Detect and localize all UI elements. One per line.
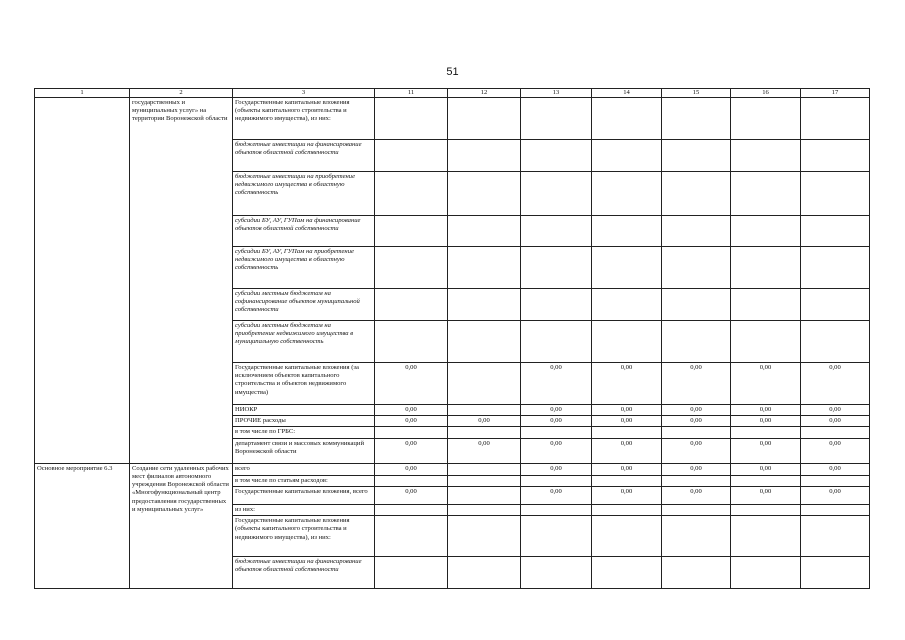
value-cell — [448, 172, 521, 216]
value-cell — [375, 516, 448, 557]
value-cell: 0,00 — [731, 463, 801, 475]
value-cell — [375, 289, 448, 321]
value-cell — [731, 216, 801, 247]
value-cell: 0,00 — [375, 438, 448, 463]
value-cell — [448, 216, 521, 247]
value-cell — [731, 321, 801, 363]
value-cell: 0,00 — [521, 363, 592, 405]
value-cell — [448, 247, 521, 289]
value-cell: 0,00 — [662, 438, 731, 463]
value-cell — [375, 427, 448, 438]
value-cell — [801, 516, 870, 557]
row-label: из них: — [233, 504, 375, 515]
value-cell: 0,00 — [662, 486, 731, 504]
row-label: в том числе по статьям расходов: — [233, 475, 375, 486]
value-cell — [662, 172, 731, 216]
value-cell — [375, 140, 448, 172]
value-cell — [731, 504, 801, 515]
value-cell — [662, 289, 731, 321]
value-cell — [448, 427, 521, 438]
column-header-row — [35, 89, 870, 98]
value-cell: 0,00 — [592, 463, 662, 475]
value-cell — [801, 475, 870, 486]
row-label: субсидии БУ, АУ, ГУПам на приобретение недвижимого имущества в областную собственность — [233, 247, 375, 289]
value-cell — [592, 216, 662, 247]
page-number: 51 — [446, 66, 459, 78]
value-cell — [801, 289, 870, 321]
value-cell: 0,00 — [375, 486, 448, 504]
value-cell — [731, 427, 801, 438]
col-header: 15 — [662, 89, 731, 98]
budget-table — [34, 88, 870, 589]
value-cell — [801, 98, 870, 140]
col-header: 14 — [592, 89, 662, 98]
value-cell: 0,00 — [375, 363, 448, 405]
value-cell — [521, 516, 592, 557]
value-cell — [731, 475, 801, 486]
row-label: субсидии местным бюджетам на софинансирование объектов муниципальной собственности — [233, 289, 375, 321]
value-cell — [592, 504, 662, 515]
value-cell: 0,00 — [801, 438, 870, 463]
row-label: субсидии БУ, АУ, ГУПам на финансирование объектов областной собственности — [233, 216, 375, 247]
value-cell — [592, 557, 662, 589]
col-header: 2 — [130, 89, 233, 98]
value-cell — [521, 427, 592, 438]
col-header: 1 — [35, 89, 130, 98]
value-cell — [448, 475, 521, 486]
value-cell — [592, 516, 662, 557]
row-label: Государственные капитальные вложения (объекты капитального строительства и недвижимого имущества), из них: — [233, 516, 375, 557]
value-cell — [662, 504, 731, 515]
value-cell — [731, 140, 801, 172]
value-cell — [731, 289, 801, 321]
measure-name-cell: государственных и муниципальных услуг» на территории Воронежской области — [130, 98, 233, 464]
value-cell: 0,00 — [592, 416, 662, 427]
value-cell — [592, 289, 662, 321]
value-cell — [521, 289, 592, 321]
value-cell: 0,00 — [592, 486, 662, 504]
value-cell — [662, 247, 731, 289]
value-cell — [448, 504, 521, 515]
value-cell: 0,00 — [375, 416, 448, 427]
value-cell — [662, 427, 731, 438]
value-cell — [662, 321, 731, 363]
value-cell: 0,00 — [521, 438, 592, 463]
value-cell: 0,00 — [731, 438, 801, 463]
row-label: всего — [233, 463, 375, 475]
value-cell — [448, 98, 521, 140]
value-cell — [731, 247, 801, 289]
value-cell — [521, 321, 592, 363]
value-cell: 0,00 — [731, 486, 801, 504]
value-cell — [375, 172, 448, 216]
value-cell — [662, 516, 731, 557]
value-cell: 0,00 — [662, 463, 731, 475]
value-cell — [521, 216, 592, 247]
value-cell — [801, 247, 870, 289]
row-label: департамент связи и массовых коммуникаций Воронежской области — [233, 438, 375, 463]
measure-name-cell: Создание сети удаленных рабочих мест филиалов автономного учреждения Воронежской области «Многофункциональный центр предоставления государственных и муниципальных услуг» — [130, 463, 233, 588]
value-cell — [592, 475, 662, 486]
value-cell: 0,00 — [731, 363, 801, 405]
value-cell — [375, 216, 448, 247]
row-label: Государственные капитальные вложения (за исключением объектов капитального строительства и объектов недвижимого имущества) — [233, 363, 375, 405]
value-cell — [592, 172, 662, 216]
table-row — [35, 98, 870, 140]
value-cell — [375, 475, 448, 486]
value-cell — [521, 504, 592, 515]
col-header: 13 — [521, 89, 592, 98]
value-cell: 0,00 — [592, 438, 662, 463]
col-header: 11 — [375, 89, 448, 98]
col-header: 3 — [233, 89, 375, 98]
value-cell — [448, 405, 521, 416]
col-header: 12 — [448, 89, 521, 98]
row-label: субсидии местным бюджетам на приобретение недвижимого имущества в муниципальную собственность — [233, 321, 375, 363]
value-cell — [448, 363, 521, 405]
value-cell: 0,00 — [375, 463, 448, 475]
value-cell: 0,00 — [801, 363, 870, 405]
value-cell: 0,00 — [662, 405, 731, 416]
value-cell — [592, 140, 662, 172]
row-label: НИОКР — [233, 405, 375, 416]
value-cell — [731, 172, 801, 216]
value-cell — [448, 486, 521, 504]
value-cell — [375, 247, 448, 289]
measure-cell — [35, 98, 130, 464]
value-cell — [801, 321, 870, 363]
value-cell — [375, 321, 448, 363]
value-cell: 0,00 — [801, 463, 870, 475]
value-cell: 0,00 — [521, 486, 592, 504]
value-cell — [448, 516, 521, 557]
value-cell — [521, 557, 592, 589]
value-cell: 0,00 — [662, 416, 731, 427]
row-label: в том числе по ГРБС: — [233, 427, 375, 438]
col-header: 16 — [731, 89, 801, 98]
value-cell — [801, 172, 870, 216]
value-cell: 0,00 — [731, 416, 801, 427]
value-cell: 0,00 — [592, 405, 662, 416]
value-cell — [662, 557, 731, 589]
value-cell: 0,00 — [448, 438, 521, 463]
value-cell — [521, 98, 592, 140]
value-cell: 0,00 — [801, 416, 870, 427]
value-cell: 0,00 — [592, 363, 662, 405]
value-cell — [592, 247, 662, 289]
measure-cell: Основное мероприятие 6.3 — [35, 463, 130, 588]
value-cell — [592, 98, 662, 140]
value-cell — [731, 557, 801, 589]
value-cell — [592, 321, 662, 363]
value-cell — [801, 557, 870, 589]
row-label: Государственные капитальные вложения (объекты капитального строительства и недвижимого имущества), из них: — [233, 98, 375, 140]
value-cell: 0,00 — [375, 405, 448, 416]
value-cell — [521, 475, 592, 486]
value-cell — [521, 140, 592, 172]
value-cell — [375, 98, 448, 140]
value-cell — [801, 216, 870, 247]
row-label: бюджетные инвестиции на финансирование объектов областной собственности — [233, 140, 375, 172]
value-cell — [375, 557, 448, 589]
value-cell — [662, 475, 731, 486]
value-cell — [662, 216, 731, 247]
value-cell — [592, 427, 662, 438]
value-cell — [801, 504, 870, 515]
value-cell — [662, 98, 731, 140]
row-label: бюджетные инвестиции на финансирование объектов областной собственности — [233, 557, 375, 589]
value-cell: 0,00 — [662, 363, 731, 405]
value-cell — [375, 504, 448, 515]
value-cell — [801, 427, 870, 438]
value-cell — [521, 247, 592, 289]
value-cell: 0,00 — [731, 405, 801, 416]
table-row — [35, 463, 870, 475]
value-cell — [731, 98, 801, 140]
value-cell — [731, 516, 801, 557]
value-cell — [448, 140, 521, 172]
value-cell — [448, 463, 521, 475]
row-label: ПРОЧИЕ расходы — [233, 416, 375, 427]
value-cell: 0,00 — [521, 405, 592, 416]
value-cell: 0,00 — [521, 463, 592, 475]
value-cell — [448, 557, 521, 589]
value-cell — [448, 321, 521, 363]
value-cell: 0,00 — [521, 416, 592, 427]
value-cell — [521, 172, 592, 216]
row-label: бюджетные инвестиции на приобретение недвижимого имущества в областную собственность — [233, 172, 375, 216]
col-header: 17 — [801, 89, 870, 98]
value-cell: 0,00 — [448, 416, 521, 427]
value-cell — [662, 140, 731, 172]
value-cell: 0,00 — [801, 486, 870, 504]
value-cell — [801, 140, 870, 172]
value-cell: 0,00 — [801, 405, 870, 416]
row-label: Государственные капитальные вложения, всего — [233, 486, 375, 504]
value-cell — [448, 289, 521, 321]
